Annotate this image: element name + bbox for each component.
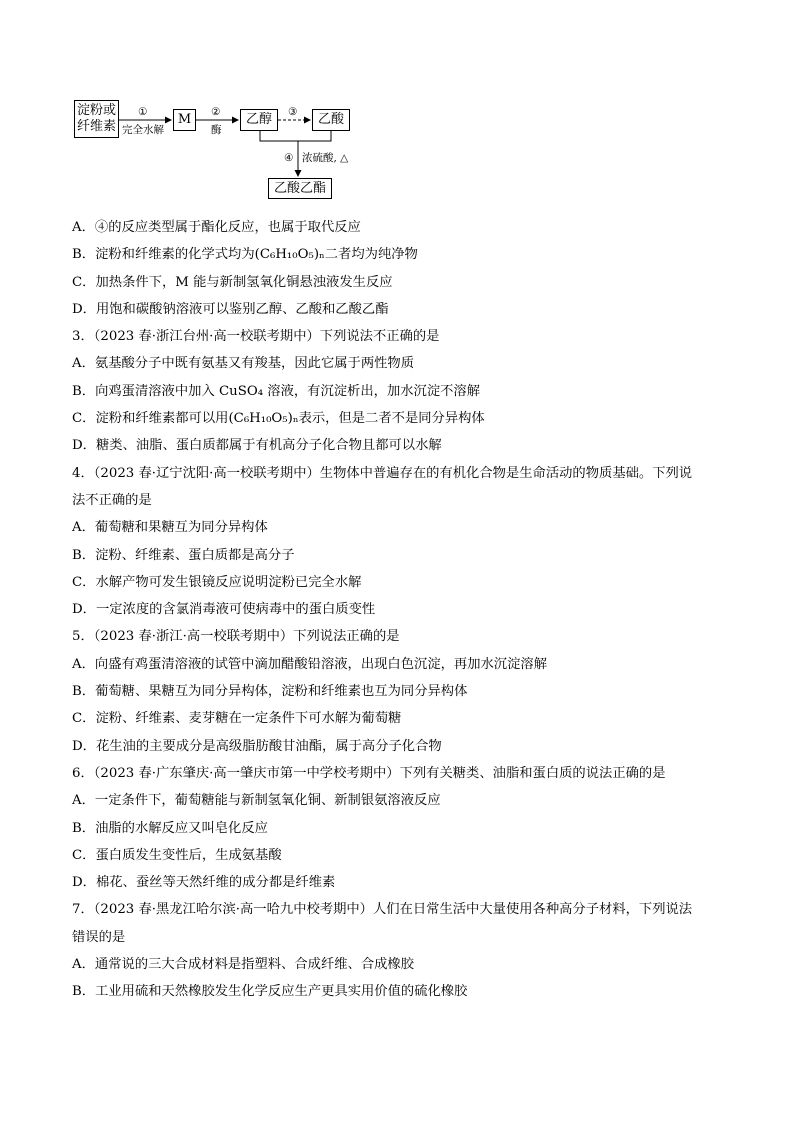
q4-option-b: B．淀粉、纤维素、蛋白质都是高分子: [72, 547, 295, 563]
q5-option-d: D．花生油的主要成分是高级脂肪酸甘油酯，属于高分子化合物: [72, 738, 442, 754]
box-acetic-acid: [312, 109, 350, 131]
q3-stem: 3．（2023 春·浙江台州·高一校联考期中）下列说法不正确的是: [72, 329, 440, 345]
box-m: [173, 109, 196, 131]
box-ethanol: [240, 109, 278, 131]
step3-number: ③: [288, 106, 298, 118]
q3-option-b: B．向鸡蛋清溶液中加入 CuSO₄ 溶液，有沉淀析出，加水沉淀不溶解: [72, 383, 481, 399]
q3-option-c-formula: (C₆H₁₀O₅)ₙ: [228, 411, 299, 427]
q2-option-b-post: 二者均为纯净物: [324, 247, 418, 263]
box-ethanol-label: 乙醇: [245, 112, 272, 127]
q4-stem-line2: 法不正确的是: [72, 492, 152, 508]
q6-option-c: C．蛋白质发生变性后，生成氨基酸: [72, 847, 282, 863]
q5-stem: 5．（2023 春·浙江·高一校联考期中）下列说法正确的是: [72, 629, 400, 645]
reaction-flow-diagram: [72, 100, 472, 200]
q5-option-a: A．向盛有鸡蛋清溶液的试管中滴加醋酸铅溶液，出现白色沉淀，再加水沉淀溶解: [72, 656, 547, 672]
q2-option-d: D．用饱和碳酸钠溶液可以鉴别乙醇、乙酸和乙酸乙酯: [72, 301, 389, 317]
q5-option-c: C．淀粉、纤维素、麦芽糖在一定条件下可水解为葡萄糖: [72, 711, 402, 727]
box-acetic-acid-label: 乙酸: [317, 112, 344, 127]
bracket-ethanol-acid: [260, 131, 331, 141]
q6-stem: 6．（2023 春·广东肇庆·高一肇庆市第一中学校考期中）下列有关糖类、油脂和蛋白质的说法正确的是: [72, 765, 666, 781]
q2-option-b-pre: B．淀粉和纤维素的化学式均为: [72, 247, 255, 263]
q4-option-c: C．水解产物可发生银镜反应说明淀粉已完全水解: [72, 574, 362, 590]
box-ethyl-acetate-label: 乙酸乙酯: [273, 180, 326, 196]
step1-label: 完全水解: [122, 124, 164, 136]
step4-label: 浓硫酸, △: [302, 152, 349, 164]
q5-option-b: B．葡萄糖、果糖互为同分异构体，淀粉和纤维素也互为同分异构体: [72, 684, 468, 700]
q4-stem-line1: 4．（2023 春·辽宁沈阳·高一校联考期中）生物体中普遍存在的有机化合物是生命活动的物质基础。下列说: [72, 465, 693, 481]
q7-stem-line1: 7．（2023 春·黑龙江哈尔滨·高一哈九中校考期中）人们在日常生活中大量使用各种高分子材料，下列说法: [72, 902, 693, 918]
q2-option-c: C．加热条件下，M 能与新制氢氧化铜悬浊液发生反应: [72, 274, 393, 290]
q3-option-c: [72, 405, 732, 432]
q6-option-a: A．一定条件下，葡萄糖能与新制氢氧化铜、新制银氨溶液反应: [72, 793, 441, 809]
box-starch-cellulose: [74, 100, 119, 138]
step2-number: ②: [211, 106, 221, 118]
q6-option-d: D．棉花、蚕丝等天然纤维的成分都是纤维素: [72, 875, 336, 891]
q3-option-c-pre: C．淀粉和纤维素都可以用: [72, 411, 229, 427]
box-m-label: M: [177, 112, 192, 127]
box-ethyl-acetate: [268, 178, 332, 199]
q4-option-d: D．一定浓度的含氯消毒液可使病毒中的蛋白质变性: [72, 602, 376, 618]
q3-option-c-post: 表示，但是二者不是同分异构体: [298, 411, 485, 427]
q2-option-b-formula: (C₆H₁₀O₅)ₙ: [254, 247, 325, 263]
q2-option-b: [72, 241, 732, 268]
q3-option-d: D．糖类、油脂、蛋白质都属于有机高分子化合物且都可以水解: [72, 438, 442, 454]
q4-option-a: A．葡萄糖和果糖互为同分异构体: [72, 520, 268, 536]
step1-number: ①: [138, 106, 148, 118]
q2-option-a: A．④的反应类型属于酯化反应，也属于取代反应: [72, 220, 361, 235]
q7-option-b: B．工业用硫和天然橡胶发生化学反应生产更具实用价值的硫化橡胶: [72, 984, 468, 1000]
q6-option-b: B．油脂的水解反应又叫皂化反应: [72, 820, 268, 836]
question-content: [72, 214, 732, 1006]
step2-label: 酶: [211, 124, 222, 136]
step4-number: ④: [284, 152, 294, 164]
q3-option-a: A．氨基酸分子中既有氨基又有羧基，因此它属于两性物质: [72, 356, 415, 372]
q7-stem-line2: 错误的是: [72, 929, 126, 945]
box-starch-cellulose-label: 淀粉或纤维素: [76, 103, 116, 134]
q7-option-a: A．通常说的三大合成材料是指塑料、合成纤维、合成橡胶: [72, 957, 415, 973]
